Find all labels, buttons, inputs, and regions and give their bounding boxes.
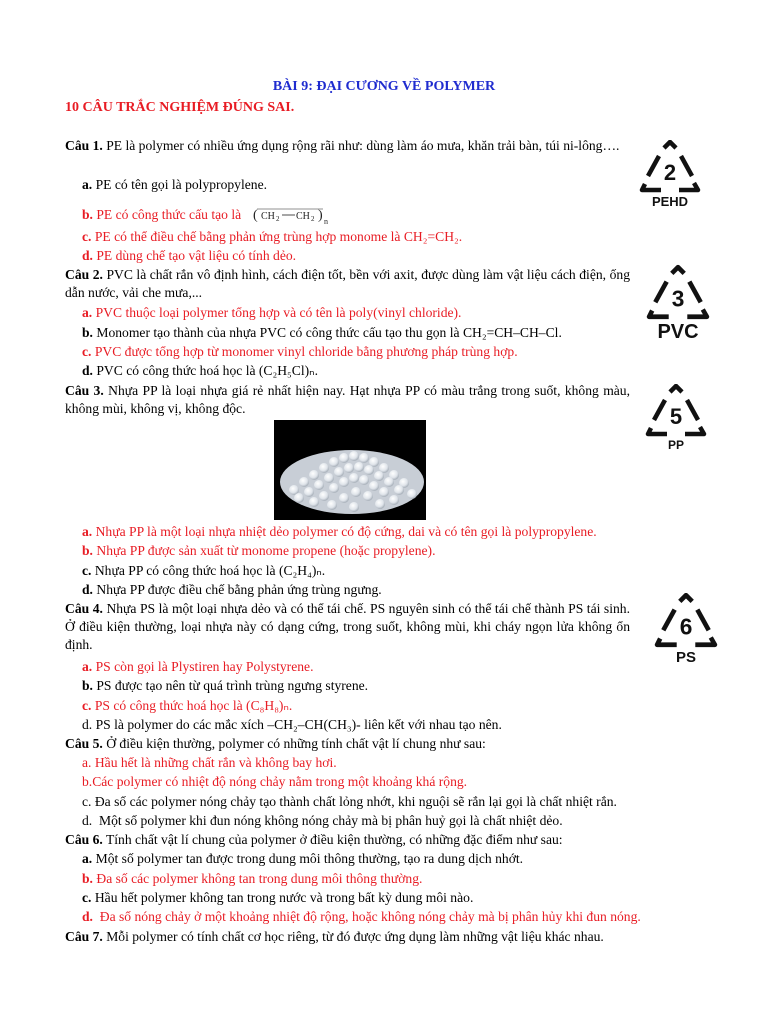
q2-option-b: b. Monomer tạo thành của nhựa PVC có công thức cấu tạo thu gọn là CH₂=CH–CH–Cl. <box>82 325 562 340</box>
question-label: Câu 3. <box>65 383 104 398</box>
q2-option-d: d. PVC có công thức hoá học là (C₂H₅Cl)ₙ. <box>82 363 318 378</box>
svg-text:2: 2 <box>663 160 677 185</box>
svg-text:(: ( <box>252 208 258 223</box>
page-subtitle: 10 CÂU TRẮC NGHIỆM ĐÚNG SAI. <box>65 100 295 115</box>
question-label: Câu 6. <box>65 832 103 847</box>
recycle-logo-pp <box>636 384 716 452</box>
question-5 <box>65 735 630 753</box>
recycle-triangle-icon <box>639 140 701 194</box>
question-label: Câu 7. <box>65 929 103 944</box>
q1-option-c: c. PE có thể điều chế bằng phản ứng trùng hợp monome là CH₂=CH₂. <box>82 229 463 244</box>
recycle-logo-pehd <box>630 140 710 209</box>
question-6 <box>65 831 630 849</box>
q5-option-a: a. Hầu hết là những chất rắn và không bay hơi. <box>82 755 337 770</box>
q5-option-d: d. Một số polymer khi đun nóng không nóng chảy mà bị phân huỷ gọi là chất nhiệt dẻo. <box>82 813 563 828</box>
question-label: Câu 5. <box>65 736 103 751</box>
q2-option-a: a. PVC thuộc loại polymer tổng hợp và có tên là poly(vinyl chloride). <box>82 305 462 320</box>
question-1 <box>65 137 630 155</box>
question-text: Nhựa PS là một loại nhựa dẻo và có thể tái chế. PS nguyên sinh có thể tái chế thành PS tái sinh. Ở điều kiện thường, loại nhựa này có dạng cứng, trong suốt, không mùi, khi cháy ngọn lửa không ổn định. <box>65 601 630 652</box>
svg-text:n: n <box>323 217 328 226</box>
question-7 <box>65 928 630 946</box>
question-text: Ở điều kiện thường, polymer có những tính chất vật lí chung như sau: <box>106 736 486 751</box>
page-title: BÀI 9: ĐẠI CƯƠNG VỀ POLYMER <box>272 79 496 94</box>
recycle-triangle-icon <box>654 593 718 649</box>
svg-text:): ) <box>317 208 323 223</box>
question-text: Nhựa PP là loại nhựa giá rẻ nhất hiện nay. Hạt nhựa PP có màu trắng trong suốt, không màu, không mùi, không vị, không độc. <box>65 383 630 416</box>
q6-option-c: c. Hầu hết polymer không tan trong nước và trong bất kỳ dung môi nào. <box>82 890 474 905</box>
q5-option-b: b.Các polymer có nhiệt độ nóng chảy nằm trong một khoảng khá rộng. <box>82 774 468 789</box>
svg-text:5: 5 <box>669 404 683 429</box>
question-text: PE là polymer có nhiều ứng dụng rộng rãi như: dùng làm áo mưa, khăn trải bàn, túi ni-lông…. <box>106 138 620 153</box>
q4-option-b: b. PS được tạo nên từ quá trình trùng ngưng styrene. <box>82 678 369 693</box>
question-2 <box>65 266 630 302</box>
question-text: PVC là chất rắn vô định hình, cách điện tốt, bền với axit, được dùng làm vật liệu cách điện, ống dẫn nước, vải che mưa,... <box>65 267 630 300</box>
q3-option-a: a. Nhựa PP là một loại nhựa nhiệt dẻo polymer có độ cứng, dai và có tên gọi là polypropylene. <box>82 524 597 539</box>
q6-option-a: a. Một số polymer tan được trong dung môi thông thường, tạo ra dung dịch nhớt. <box>82 851 524 866</box>
q4-option-d: d. PS là polymer do các mắc xích –CH₂–CH(CH₃)- liên kết với nhau tạo nên. <box>82 717 502 732</box>
logo-label: PVC <box>657 321 699 343</box>
q4-option-c: c. PS có công thức hoá học là (C₈H₈)ₙ. <box>82 698 293 713</box>
question-3 <box>65 382 630 418</box>
svg-text:CH: CH <box>295 211 310 222</box>
q3-option-c: c. Nhựa PP có công thức hoá học là (C₂H₄)ₙ. <box>82 563 326 578</box>
question-4 <box>65 600 630 654</box>
pe-structure-formula <box>251 206 333 226</box>
svg-text:3: 3 <box>671 285 685 312</box>
q3-option-b: b. Nhựa PP được sản xuất từ monome propene (hoặc propylene). <box>82 543 436 558</box>
svg-text:2: 2 <box>310 215 315 223</box>
q1-option-a: a. PE có tên gọi là polypropylene. <box>82 177 268 192</box>
question-label: Câu 2. <box>65 267 103 282</box>
pp-pellets-image <box>274 420 426 520</box>
svg-text:CH: CH <box>260 211 275 222</box>
recycle-logo-pvc <box>638 264 718 342</box>
logo-label: PEHD <box>651 194 689 209</box>
q4-option-a: a. PS còn gọi là Plystiren hay Polystyrene. <box>82 659 314 674</box>
q6-option-d: d. Đa số nóng chảy ở một khoảng nhiệt độ rộng, hoặc không nóng chảy mà bị phân hủy khi đun nóng. <box>82 909 641 924</box>
svg-text:6: 6 <box>679 613 693 640</box>
logo-label: PP <box>667 438 684 452</box>
q2-option-c: c. PVC được tổng hợp từ monomer vinyl chloride bằng phương pháp trùng hợp. <box>82 344 518 359</box>
recycle-triangle-icon <box>645 384 707 438</box>
q6-option-b: b. Đa số các polymer không tan trong dung môi thông thường. <box>82 871 423 886</box>
recycle-triangle-icon <box>646 264 710 322</box>
q5-option-c: c. Đa số các polymer nóng chảy tạo thành chất lỏng nhớt, khi nguội sẽ rắn lại gọi là chất nhiệt rắn. <box>82 794 617 809</box>
question-text: Tính chất vật lí chung của polymer ở điều kiện thường, có những đặc điểm như sau: <box>105 832 563 847</box>
q1-option-b: b. PE có công thức cấu tạo là ( CH 2 CH 2 ) n <box>82 206 333 226</box>
question-label: Câu 4. <box>65 601 103 616</box>
recycle-logo-ps <box>646 593 726 666</box>
q3-option-d: d. Nhựa PP được điều chế bằng phản ứng trùng ngưng. <box>82 582 382 597</box>
svg-text:2: 2 <box>275 215 280 223</box>
logo-label: PS <box>675 649 696 666</box>
question-text: Mỗi polymer có tính chất cơ học riêng, từ đó được ứng dụng làm những vật liệu khác nhau. <box>106 929 604 944</box>
q1-option-d: d. PE dùng chế tạo vật liệu có tính dẻo. <box>82 248 297 263</box>
question-label: Câu 1. <box>65 138 103 153</box>
